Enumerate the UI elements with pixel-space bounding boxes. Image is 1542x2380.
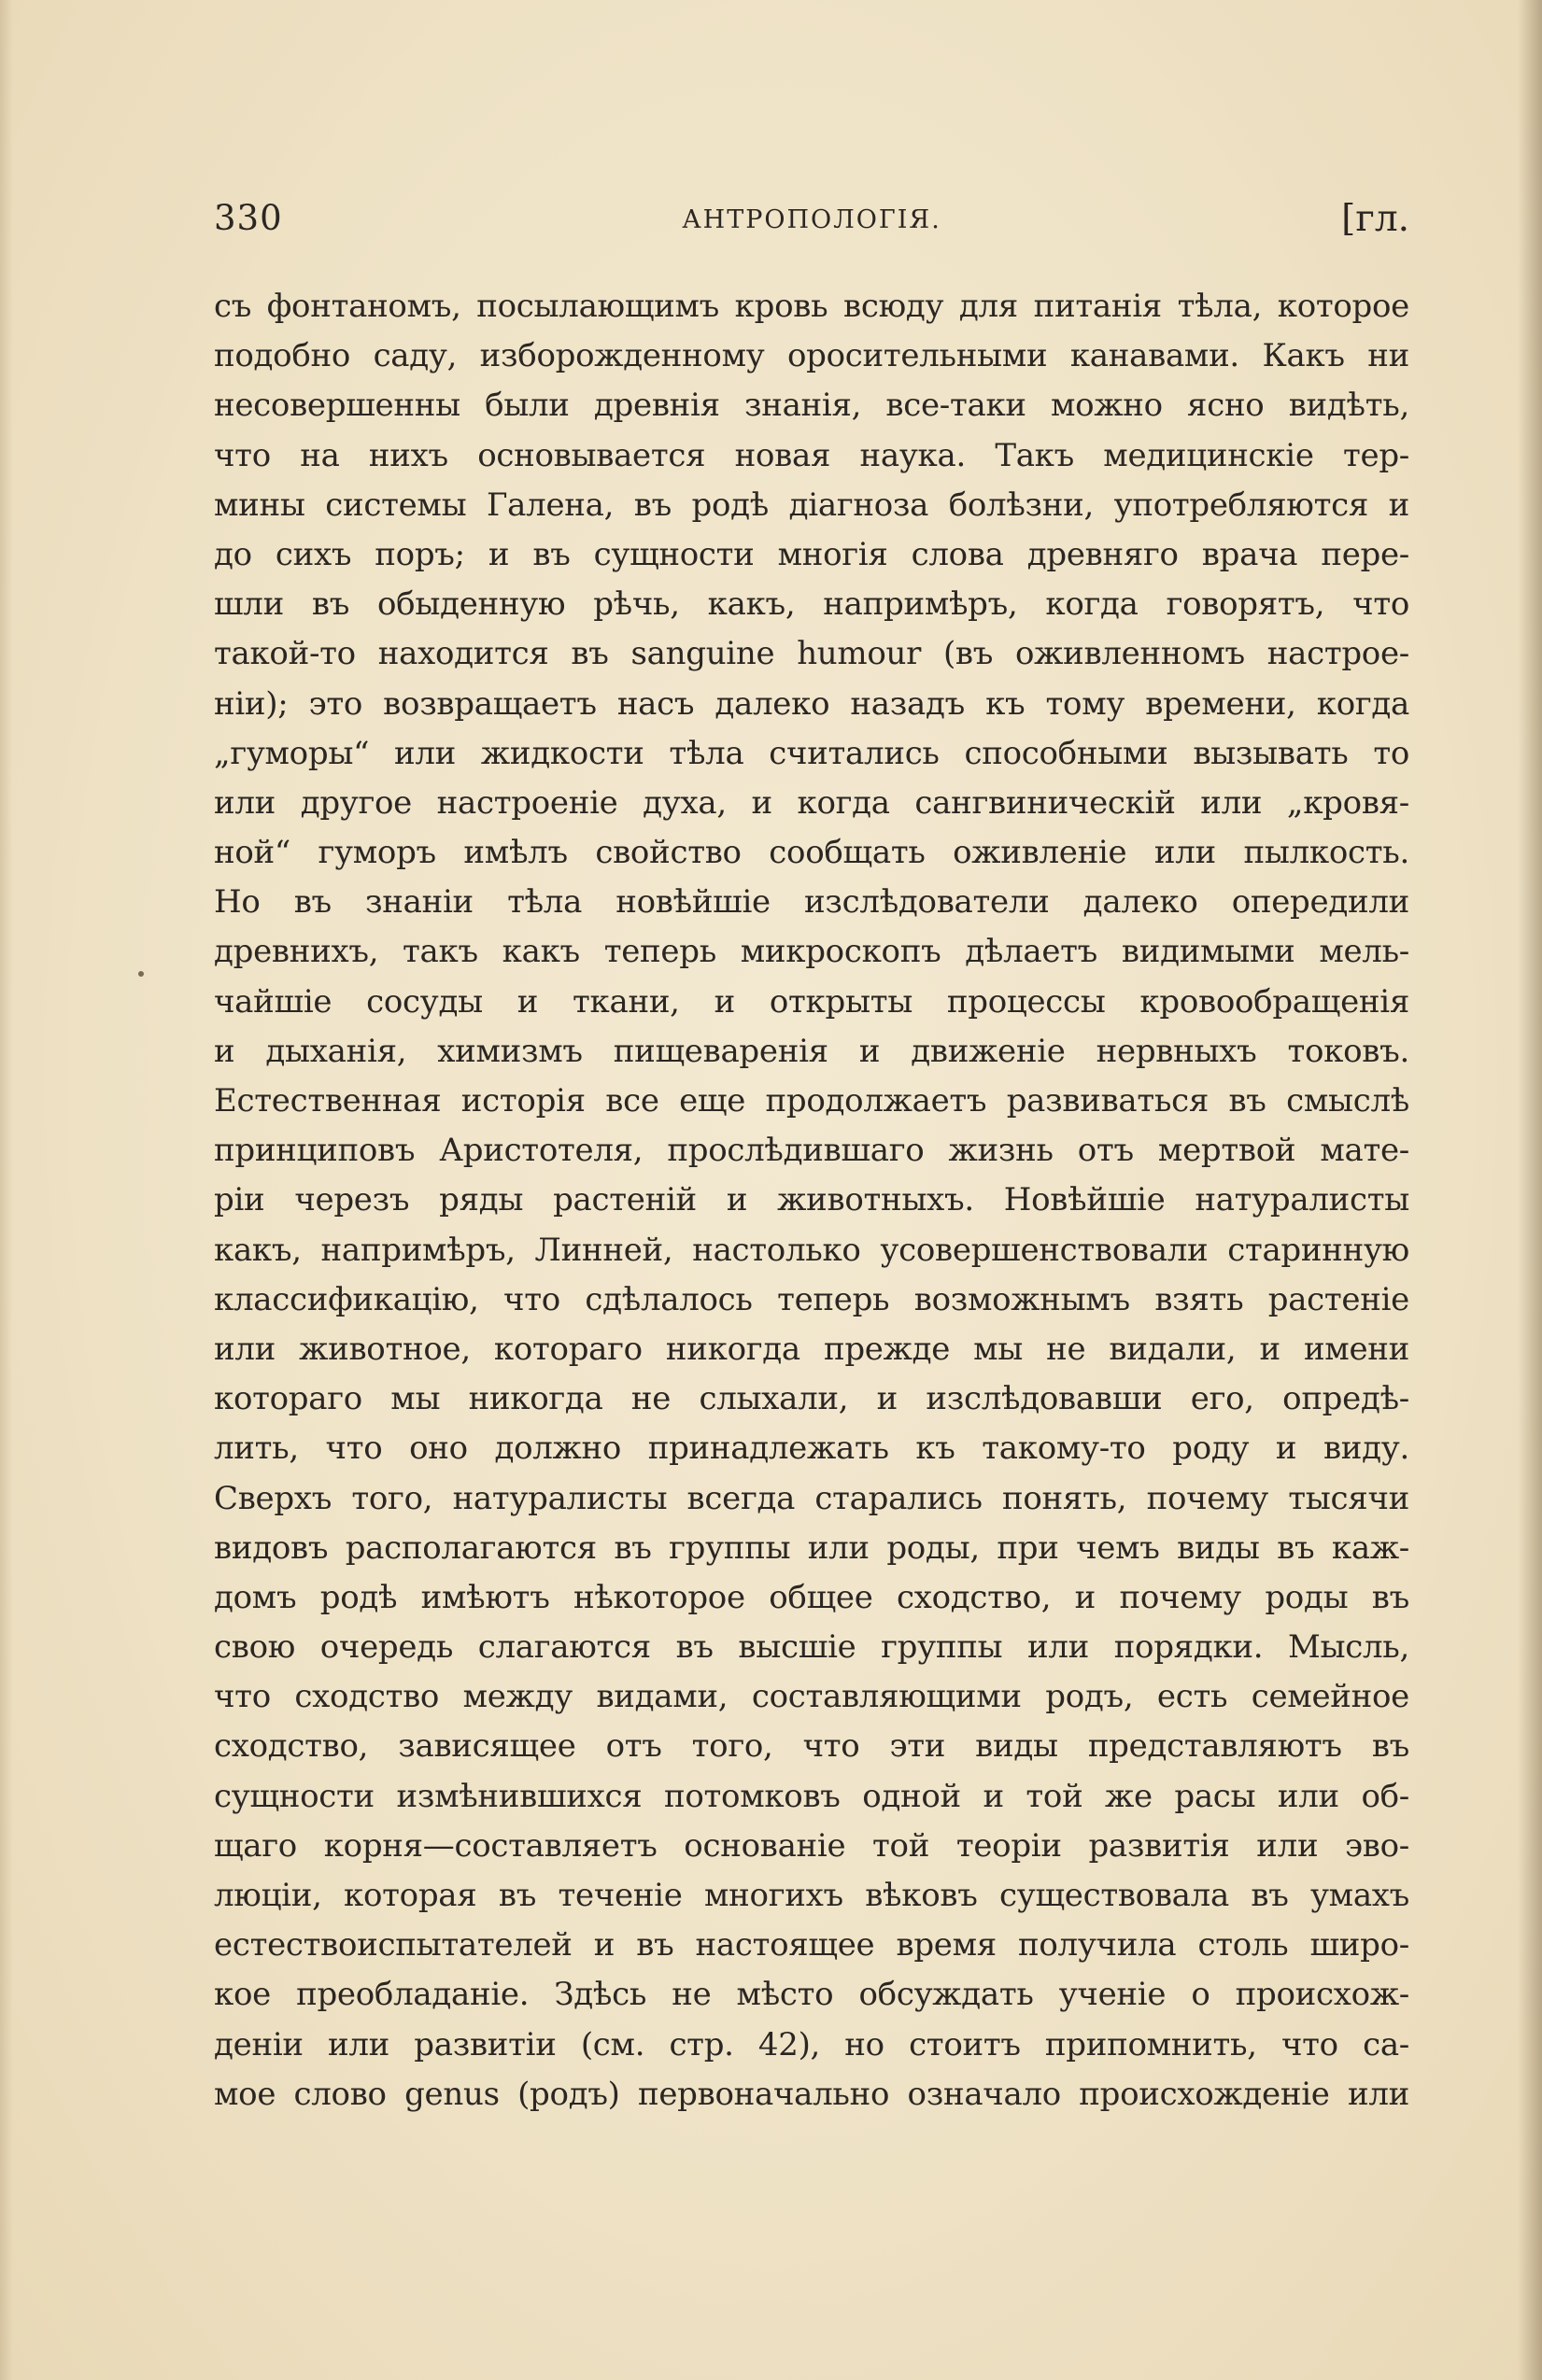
text-line: какъ, напримѣръ, Линней, настолько усовершенствовали старинную bbox=[214, 1231, 1409, 1269]
text-line: мины системы Галена, въ родѣ діагноза болѣзни, употребляются и bbox=[214, 486, 1409, 524]
text-line: свою очередь слагаются въ высшіе группы или порядки. Мысль, bbox=[214, 1628, 1409, 1667]
text-line: шли въ обыденную рѣчь, какъ, напримѣръ, когда говорятъ, что bbox=[214, 585, 1409, 624]
text-line: несовершенны были древнія знанія, все-таки можно ясно видѣть, bbox=[214, 387, 1409, 425]
page-number: 330 bbox=[214, 198, 283, 238]
text-line: что сходство между видами, составляющими родъ, есть семейное bbox=[214, 1678, 1409, 1716]
text-line: древнихъ, такъ какъ теперь микроскопъ дѣлаетъ видимыми мель- bbox=[214, 933, 1409, 971]
text-line: Но въ знаніи тѣла новѣйшіе изслѣдователи далеко опередили bbox=[214, 883, 1409, 922]
page-right-shadow bbox=[1518, 0, 1542, 2380]
text-line: чайшіе сосуды и ткани, и открыты процессы кровообращенія bbox=[214, 982, 1409, 1021]
text-line: Естественная исторія все еще продолжаетъ развиваться въ смыслѣ bbox=[214, 1082, 1409, 1120]
running-title: АНТРОПОЛОГІЯ. bbox=[682, 205, 941, 234]
text-line: домъ родѣ имѣютъ нѣкоторое общее сходство, и почему роды въ bbox=[214, 1578, 1409, 1616]
text-line: лить, что оно должно принадлежать къ такому-то роду и виду. bbox=[214, 1429, 1409, 1468]
text-line: кое преобладаніе. Здѣсь не мѣсто обсуждать ученіе о происхож- bbox=[214, 1976, 1409, 2014]
text-line: подобно саду, изборожденному оросительными канавами. Какъ ни bbox=[214, 337, 1409, 375]
text-line: до сихъ поръ; и въ сущности многія слова древняго врача пере- bbox=[214, 535, 1409, 573]
text-line: съ фонтаномъ, посылающимъ кровь всюду для питанія тѣла, которое bbox=[214, 288, 1409, 325]
text-line: естествоиспытателей и въ настоящее время получила столь широ- bbox=[214, 1926, 1409, 1965]
page-header bbox=[214, 198, 1409, 254]
text-line: принциповъ Аристотеля, прослѣдившаго жизнь отъ мертвой мате- bbox=[214, 1132, 1409, 1170]
page-left-shadow bbox=[0, 0, 13, 2380]
text-line: сходство, зависящее отъ того, что эти виды представляютъ въ bbox=[214, 1727, 1409, 1766]
ink-speck bbox=[138, 971, 144, 977]
text-line: такой-то находится въ sanguine humour (въ оживленномъ настрое- bbox=[214, 635, 1409, 673]
text-line: или животное, котораго никогда прежде мы не видали, и имени bbox=[214, 1330, 1409, 1368]
text-line: или другое настроеніе духа, и когда сангвиническій или „кровя- bbox=[214, 783, 1409, 822]
text-line: классификацію, что сдѣлалось теперь возможнымъ взять растеніе bbox=[214, 1280, 1409, 1318]
text-line: „гуморы“ или жидкости тѣла считались способными вызывать то bbox=[214, 734, 1409, 772]
text-line: что на нихъ основывается новая наука. Такъ медицинскіе тер- bbox=[214, 436, 1409, 474]
text-line: сущности измѣнившихся потомковъ одной и той же расы или об- bbox=[214, 1777, 1409, 1815]
text-line: ніи); это возвращаетъ насъ далеко назадъ къ тому времени, когда bbox=[214, 684, 1409, 723]
text-line: видовъ располагаются въ группы или роды, при чемъ виды въ каж- bbox=[214, 1528, 1409, 1567]
text-line: Сверхъ того, натуралисты всегда старались понять, почему тысячи bbox=[214, 1479, 1409, 1517]
text-line: люціи, которая въ теченіе многихъ вѣковъ существовала въ умахъ bbox=[214, 1877, 1409, 1914]
text-line: котораго мы никогда не слыхали, и изслѣдовавши его, опредѣ- bbox=[214, 1380, 1409, 1418]
chapter-mark: [гл. bbox=[1341, 198, 1409, 240]
text-line: мое слово genus (родъ) первоначально означало происхожденіе или bbox=[214, 2075, 1409, 2113]
text-line: деніи или развитіи (см. стр. 42), но стоитъ припомнить, что са- bbox=[214, 2025, 1409, 2063]
text-line: ной“ гуморъ имѣлъ свойство сообщать оживленіе или пылкость. bbox=[214, 834, 1409, 872]
body-text bbox=[214, 282, 1409, 2119]
text-line: и дыханія, химизмъ пищеваренія и движеніе нервныхъ токовъ. bbox=[214, 1032, 1409, 1070]
text-line: щаго корня—составляетъ основаніе той теоріи развитія или эво- bbox=[214, 1826, 1409, 1865]
text-line: ріи черезъ ряды растеній и животныхъ. Новѣйшіе натуралисты bbox=[214, 1181, 1409, 1219]
